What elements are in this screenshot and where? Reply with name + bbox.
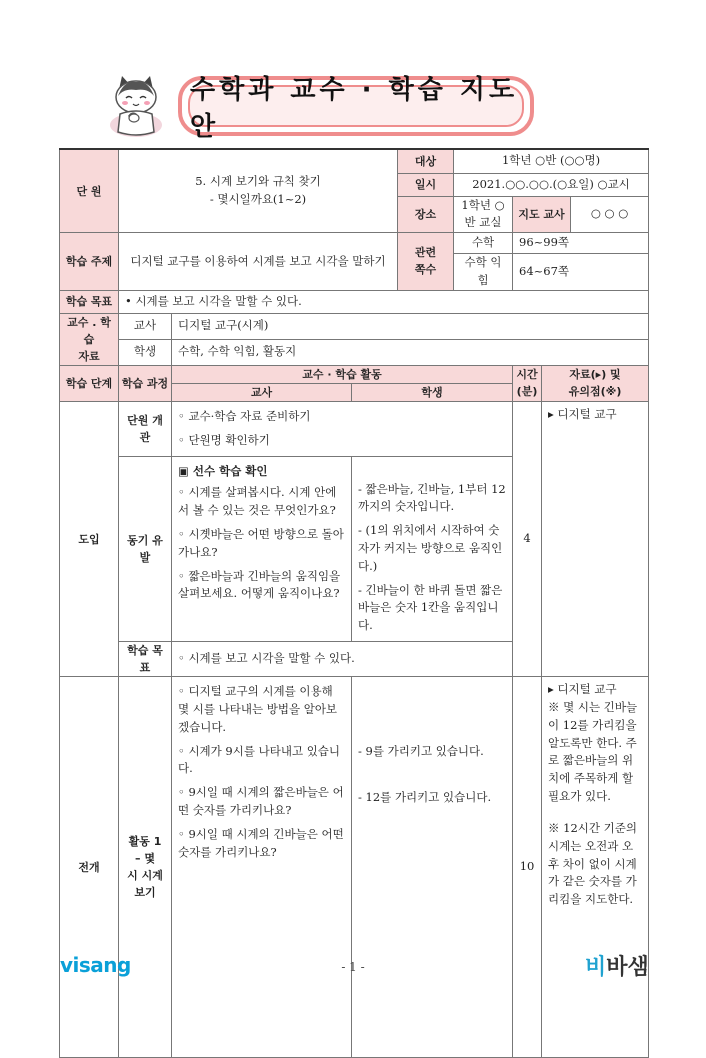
activity-line: - 긴바늘이 한 바퀴 돌면 짧은바늘은 숫자 1칸을 움직입니다.	[358, 582, 503, 633]
develop-time: 10	[513, 677, 542, 1058]
related-book: 수학	[454, 233, 513, 254]
goal-label: 학습 목표	[60, 290, 119, 313]
related-pages: 96~99쪽	[513, 233, 649, 254]
related-label-line1: 관련	[414, 246, 437, 260]
stage-develop: 전개	[60, 677, 119, 1058]
activity-line: - 12를 가리키고 있습니다.	[358, 790, 492, 805]
place-label: 장소	[398, 196, 454, 233]
related-book: 수학 익힘	[454, 254, 513, 291]
target-value: 1학년 ○반 (○○명)	[454, 149, 649, 173]
materials-header	[542, 365, 649, 401]
title-banner	[178, 75, 534, 142]
motivation-teacher-content	[172, 456, 352, 642]
activity-line: ◦ 시곗바늘은 어떤 방향으로 돌아가나요?	[178, 527, 344, 559]
visang-logo: visang	[60, 953, 131, 977]
teacher-column-header: 교사	[172, 383, 352, 401]
process-line: 활동 1 – 몇	[128, 835, 162, 866]
related-pages: 64~67쪽	[513, 254, 649, 291]
activity-line: - 짧은바늘, 긴바늘, 1부터 12까지의 숫자입니다.	[358, 481, 506, 514]
activity-line: ◦ 9시일 때 시계의 긴바늘은 어떤 숫자를 가리키나요?	[178, 826, 344, 859]
unit-title: 5. 시계 보기와 규칙 찾기	[195, 174, 321, 189]
activity-line: ◦ 교수·학습 자료 준비하기	[178, 408, 311, 423]
motivation-student-content	[352, 456, 513, 642]
develop-student-content	[352, 677, 513, 1058]
material-role: 교사	[119, 313, 172, 339]
motivation-subtitle: ▣ 선수 학습 확인	[178, 463, 268, 478]
related-label-line2: 쪽수	[414, 263, 437, 277]
materials-header-line1: 자료(▸) 및	[569, 368, 621, 382]
materials-label	[60, 313, 119, 365]
activity-line: ◦ 단원명 확인하기	[178, 432, 270, 447]
process-goal: 학습 목표	[119, 642, 172, 677]
cat-mascot-icon	[104, 70, 168, 140]
process-line: 시 시계	[127, 869, 163, 883]
material-line: ▸ 디지털 교구	[548, 682, 617, 697]
material-line: ※ 몇 시는 긴바늘이 12를 가리킴을 알도록만 한다. 주로 짧은바늘의 위치에 주목하게 할 필요가 있다.	[548, 700, 638, 804]
intro-time: 4	[513, 401, 542, 676]
process-line: 보기	[134, 886, 156, 900]
date-label: 일시	[398, 173, 454, 196]
teacher-material: 디지털 교구(시계)	[172, 313, 649, 339]
material-line: ※ 12시간 기준의 시계는 오전과 오후 차이 없이 시계가 같은 숫자를 가리킴을 지도한다.	[548, 820, 638, 907]
target-label: 대상	[398, 149, 454, 173]
activity-line: - (1의 위치에서 시작하여 숫자가 커지는 방향으로 움직인다.)	[358, 523, 503, 573]
materials-label-line1: 교수 . 학습	[67, 315, 111, 346]
brand-part: 바샘	[606, 955, 649, 980]
lesson-plan-table	[59, 148, 649, 1058]
process-unit-overview: 단원 개관	[119, 401, 172, 456]
stage-intro: 도입	[60, 401, 119, 676]
process-activity-1	[119, 677, 172, 1058]
student-material: 수학, 수학 익힘, 활동지	[172, 339, 649, 365]
page-header	[0, 0, 706, 150]
stage-header: 학습 단계	[60, 365, 119, 401]
related-pages-label	[398, 233, 454, 291]
teacher-value: ○ ○ ○	[571, 196, 649, 233]
process-header: 학습 과정	[119, 365, 172, 401]
time-header-line2: (분)	[516, 385, 538, 399]
bibasaem-logo	[585, 950, 649, 981]
materials-header-line2: 유의점(※)	[568, 385, 622, 399]
time-header	[513, 365, 542, 401]
unit-subtitle: - 몇시일까요(1~2)	[209, 192, 307, 207]
place-value: 1학년 ○반 교실	[454, 196, 513, 233]
date-value: 2021.○○.○○.(○요일) ○교시	[454, 173, 649, 196]
intro-material: ▸ 디지털 교구	[542, 401, 649, 676]
unit-overview-content	[172, 401, 513, 456]
unit-label: 단 원	[60, 149, 119, 233]
student-column-header: 학생	[352, 383, 513, 401]
activity-line: ◦ 시계가 9시를 나타내고 있습니다.	[178, 743, 341, 776]
topic-label: 학습 주제	[60, 233, 119, 291]
activity-line: ◦ 디지털 교구의 시계를 이용해 몇 시를 나타내는 방법을 알아보겠습니다.	[178, 684, 338, 734]
activity-line: ◦ 9시일 때 시계의 짧은바늘은 어떤 숫자를 가리키나요?	[178, 785, 344, 818]
activity-line: ◦ 짧은바늘과 긴바늘의 움직임을 살펴보세요. 어떻게 움직이나요?	[178, 568, 341, 601]
materials-label-line2: 자료	[78, 349, 100, 363]
develop-material	[542, 677, 649, 1058]
page-number: - 1 -	[341, 960, 365, 974]
intro-goal-content: ◦ 시계를 보고 시각을 말할 수 있다.	[172, 642, 513, 677]
process-motivation: 동기 유발	[119, 456, 172, 642]
goal-value: • 시계를 보고 시각을 말할 수 있다.	[119, 290, 649, 313]
develop-teacher-content	[172, 677, 352, 1058]
activity-line: - 9를 가리키고 있습니다.	[358, 744, 484, 759]
activity-line: ◦ 시계를 살펴봅시다. 시계 안에서 볼 수 있는 것은 무엇인가요?	[178, 485, 337, 518]
teacher-label: 지도 교사	[513, 196, 571, 233]
time-header-line1: 시간	[516, 368, 538, 382]
topic-value: 디지털 교구를 이용하여 시계를 보고 시각을 말하기	[119, 233, 398, 291]
activity-header: 교수 · 학습 활동	[172, 365, 513, 383]
unit-value	[119, 149, 398, 233]
page-title: 수학과 교수 · 학습 지도안	[188, 85, 524, 127]
brand-part: 비	[585, 955, 607, 980]
material-role: 학생	[119, 339, 172, 365]
